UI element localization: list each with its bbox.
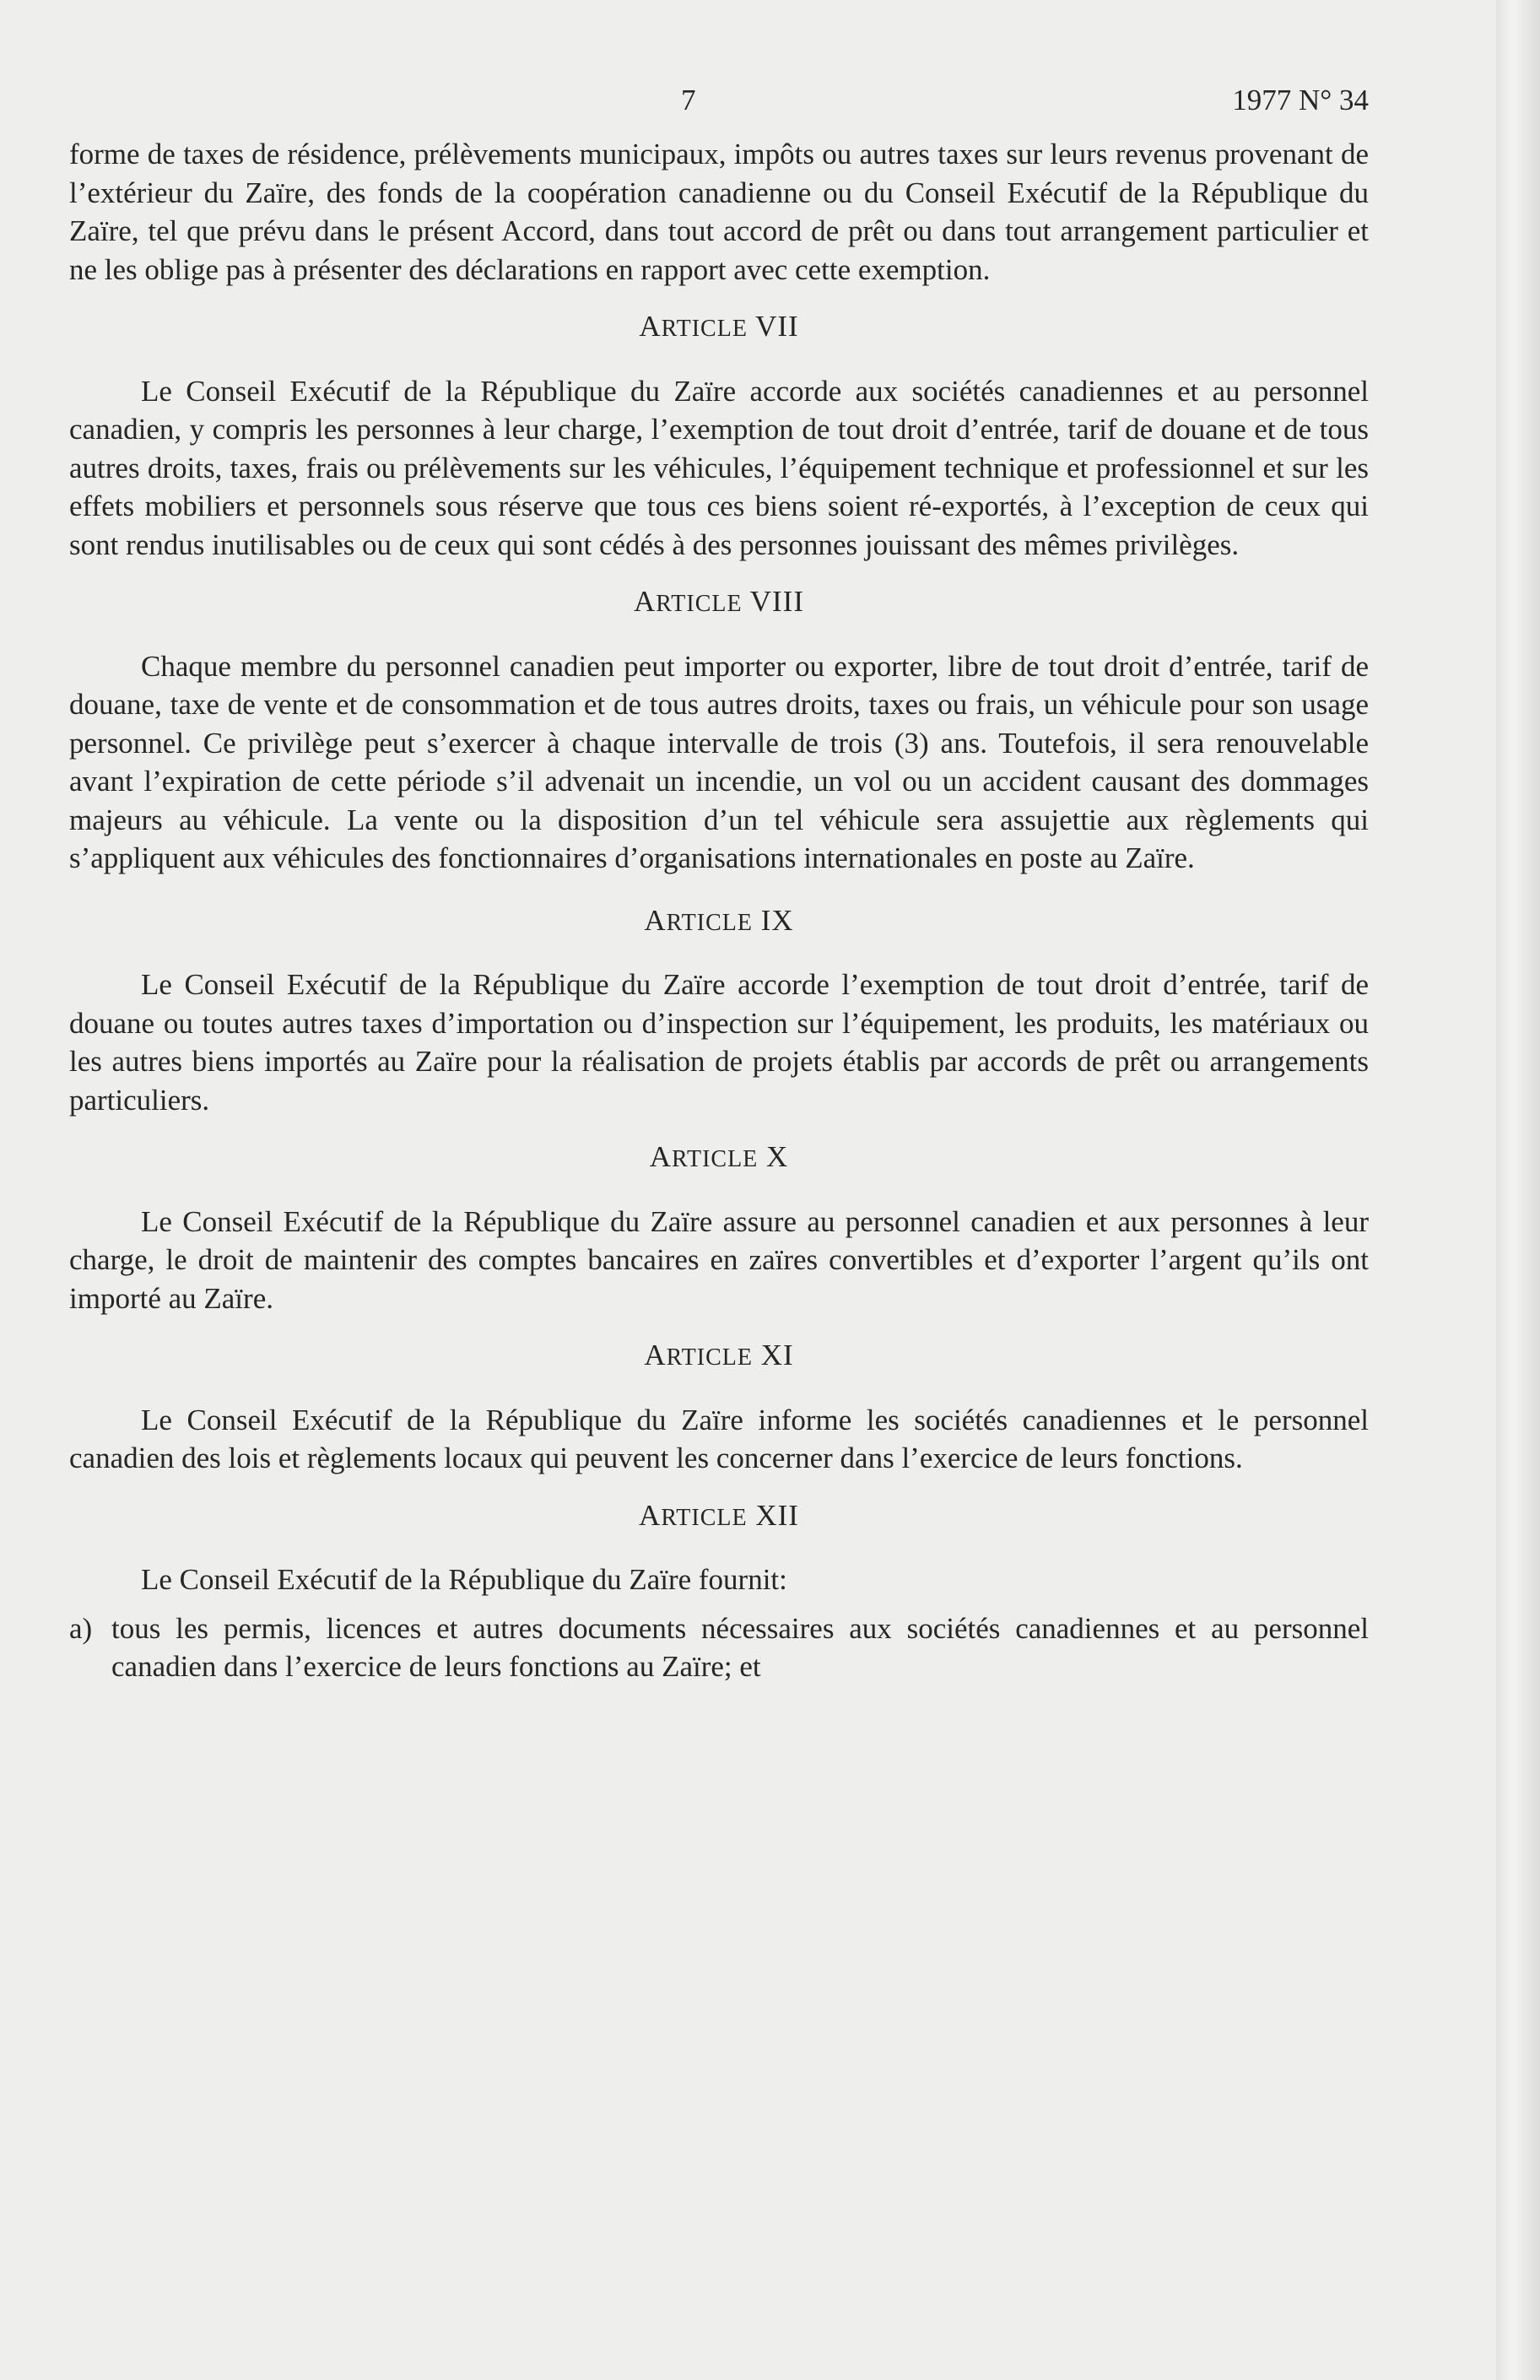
article-xii xyxy=(69,1496,1369,1686)
page-header xyxy=(69,76,1369,135)
list-marker: a) xyxy=(69,1611,93,1645)
article-title: ARTICLE VIII xyxy=(634,585,804,618)
article-title: ARTICLE VII xyxy=(639,310,799,343)
article-viii xyxy=(69,582,1369,878)
list-text: tous les permis, licences et autres documents nécessaires aux sociétés canadiennes et au personnel canadien dans l’exercice de leurs fonctions au Zaïre; et xyxy=(111,1611,1369,1683)
article-text: Le Conseil Exécutif de la République du Zaïre accorde aux sociétés canadiennes et au personnel canadien, y compris les personnes à leur charge, l’exemption de tout droit d’entrée, tarif de douane et de tous autres droits, taxes, frais ou prélèvements sur les véhicules, l’équipement technique et professionnel et sur les effets mobiliers et personnels sous réserve que tous ces biens soient ré-exportés, à l’exception de ceux qui sont rendus inutilisables ou de ceux qui sont cédés à des personnes jouissant des mêmes privilèges. xyxy=(69,374,1369,561)
article-text: Le Conseil Exécutif de la République du Zaïre informe les sociétés canadiennes et le personnel canadien des lois et règlements locaux qui peuvent les concerner dans l’exercice de leurs fonctions. xyxy=(69,1403,1369,1474)
list-item xyxy=(69,1609,1369,1686)
intro-paragraph: forme de taxes de résidence, prélèvements municipaux, impôts ou autres taxes sur leurs revenus provenant de l’extérieur du Zaïre, des fonds de la coopération canadienne ou du Conseil Exécutif de la République du Zaïre, tel que prévu dans le présent Accord, dans tout accord de prêt ou dans tout arrangement particulier et ne les oblige pas à présenter des déclarations en rapport avec cette exemption. xyxy=(69,138,1369,286)
article-x xyxy=(69,1138,1369,1317)
article-text: Le Conseil Exécutif de la République du Zaïre assure au personnel canadien et aux personnes à leur charge, le droit de maintenir des comptes bancaires en zaïres convertibles et d’exporter l’argent qu’ils ont importé au Zaïre. xyxy=(69,1204,1369,1315)
article-text: Le Conseil Exécutif de la République du Zaïre fournit: xyxy=(141,1563,787,1596)
article-title: ARTICLE XI xyxy=(644,1339,794,1371)
issue-number: 1977 N° 34 xyxy=(1232,84,1369,116)
article-xi xyxy=(69,1336,1369,1478)
page-edge xyxy=(1496,0,1540,2380)
article-title: ARTICLE XII xyxy=(639,1498,799,1532)
page-number: 7 xyxy=(681,84,696,116)
article-vii xyxy=(69,307,1369,564)
article-text: Chaque membre du personnel canadien peut importer ou exporter, libre de tout droit d’entrée, tarif de douane, taxe de vente et de consommation et de tous autres droits, taxes ou frais, un véhicule pour son usage personnel. Ce privilège peut s’exercer à chaque intervalle de trois (3) ans. Toutefois, il sera renouvelable avant l’expiration de cette période s’il advenait un incendie, un vol ou un accident causant des dommages majeurs au véhicule. La vente ou la disposition d’un tel véhicule sera assujettie aux règlements qui s’appliquent aux véhicules des fonctionnaires d’organisations internationales en poste au Zaïre. xyxy=(69,649,1369,874)
article-title: ARTICLE IX xyxy=(644,903,794,937)
article-text: Le Conseil Exécutif de la République du Zaïre accorde l’exemption de tout droit d’entrée, tarif de douane ou toutes autres taxes d’importation ou d’inspection sur l’équipement, les produits, les matériaux ou les autres biens importés au Zaïre pour la réalisation de projets établis par accords de prêt ou arrangements particuliers. xyxy=(69,968,1369,1117)
article-title: ARTICLE X xyxy=(649,1140,789,1173)
article-ix xyxy=(69,901,1369,1120)
document-page xyxy=(69,76,1369,1686)
